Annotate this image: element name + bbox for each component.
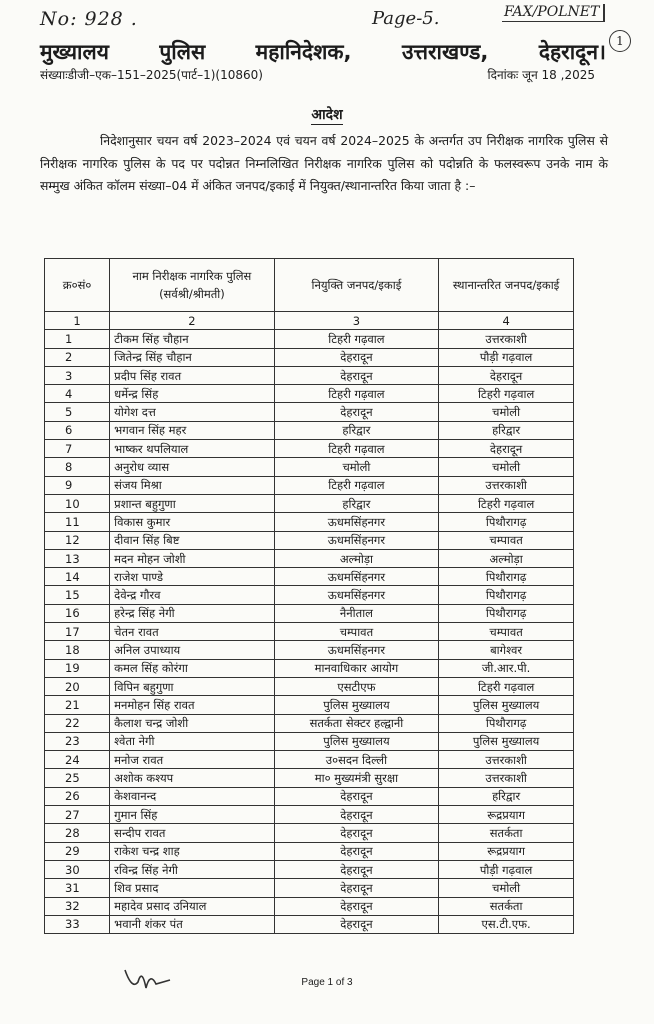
serial-cell: 21 bbox=[45, 696, 110, 714]
serial-cell: 17 bbox=[45, 623, 110, 641]
posting-cell: देहरादून bbox=[274, 897, 439, 915]
table-row bbox=[45, 568, 574, 586]
header-posting: नियुक्ति जनपद/इकाई bbox=[274, 259, 439, 312]
order-body: निदेशानुसार चयन वर्ष 2023–2024 एवं चयन वर्ष 2024–2025 के अन्तर्गत उप निरीक्षक नागरिक पुलिस से निरीक्षक नागरिक पुलिस के पद पर पदोन्नत निम्नलिखित निरीक्षक नागरिक पुलिस को पदोन्नति के फलस्वरूप उनके नाम के सम्मुख अंकित कॉलम संख्या–04 में अंकित जनपद/इकाई में नियुक्त/स्थानान्तरित किया जाता है :– bbox=[40, 133, 608, 193]
serial-cell: 20 bbox=[45, 677, 110, 695]
name-cell: देवेन्द्र गौरव bbox=[110, 586, 274, 604]
transfer-cell: चमोली bbox=[439, 403, 574, 421]
serial-cell: 25 bbox=[45, 769, 110, 787]
name-cell: केशवानन्द bbox=[110, 787, 274, 805]
handwritten-number: No: 928 . bbox=[40, 8, 138, 30]
posting-cell: देहरादून bbox=[274, 806, 439, 824]
posting-cell: ऊधमसिंहनगर bbox=[274, 568, 439, 586]
posting-cell: टिहरी गढ़वाल bbox=[274, 330, 439, 348]
transfer-cell: पौड़ी गढ़वाल bbox=[439, 860, 574, 878]
transfer-cell: देहरादून bbox=[439, 440, 574, 458]
serial-cell: 24 bbox=[45, 751, 110, 769]
posting-cell: देहरादून bbox=[274, 860, 439, 878]
name-cell: प्रशान्त बहुगुणा bbox=[110, 494, 274, 512]
table-row bbox=[45, 586, 574, 604]
table-row bbox=[45, 641, 574, 659]
column-number: 3 bbox=[274, 312, 439, 330]
name-cell: चेतन रावत bbox=[110, 623, 274, 641]
posting-cell: देहरादून bbox=[274, 915, 439, 933]
posting-cell: ऊधमसिंहनगर bbox=[274, 513, 439, 531]
transfer-cell: उत्तरकाशी bbox=[439, 330, 574, 348]
transfer-cell: चमोली bbox=[439, 458, 574, 476]
name-cell: विपिन बहुगुणा bbox=[110, 677, 274, 695]
order-title bbox=[0, 104, 654, 124]
table-row bbox=[45, 842, 574, 860]
posting-table bbox=[44, 258, 574, 934]
table-row bbox=[45, 604, 574, 622]
name-cell: राजेश पाण्डे bbox=[110, 568, 274, 586]
serial-cell: 3 bbox=[45, 366, 110, 384]
name-cell: प्रदीप सिंह रावत bbox=[110, 366, 274, 384]
name-cell: गुमान सिंह bbox=[110, 806, 274, 824]
name-cell: मनोज रावत bbox=[110, 751, 274, 769]
table-row bbox=[45, 623, 574, 641]
name-cell: कमल सिंह कोरंगा bbox=[110, 659, 274, 677]
serial-cell: 23 bbox=[45, 732, 110, 750]
name-cell: भाष्कर थपलियाल bbox=[110, 440, 274, 458]
posting-cell: टिहरी गढ़वाल bbox=[274, 476, 439, 494]
serial-cell: 26 bbox=[45, 787, 110, 805]
posting-cell: मा० मुख्यमंत्री सुरक्षा bbox=[274, 769, 439, 787]
serial-cell: 7 bbox=[45, 440, 110, 458]
heading-word: उत्तराखण्ड, bbox=[401, 40, 489, 64]
table-row bbox=[45, 696, 574, 714]
table-body bbox=[45, 312, 574, 934]
serial-cell: 13 bbox=[45, 549, 110, 567]
handwritten-page-note: Page-5. bbox=[372, 8, 440, 29]
name-cell: श्वेता नेगी bbox=[110, 732, 274, 750]
posting-cell: टिहरी गढ़वाल bbox=[274, 385, 439, 403]
name-cell: रविन्द्र सिंह नेगी bbox=[110, 860, 274, 878]
transfer-cell: टिहरी गढ़वाल bbox=[439, 494, 574, 512]
transfer-cell: पुलिस मुख्यालय bbox=[439, 696, 574, 714]
posting-cell: ऊधमसिंहनगर bbox=[274, 586, 439, 604]
page-footer: Page 1 of 3 bbox=[301, 977, 353, 988]
serial-cell: 31 bbox=[45, 879, 110, 897]
posting-cell: ऊधमसिंहनगर bbox=[274, 531, 439, 549]
heading-word: मुख्यालय bbox=[40, 40, 109, 64]
serial-cell: 18 bbox=[45, 641, 110, 659]
name-cell: मदन मोहन जोशी bbox=[110, 549, 274, 567]
table-row bbox=[45, 897, 574, 915]
posting-cell: एसटीएफ bbox=[274, 677, 439, 695]
serial-cell: 2 bbox=[45, 348, 110, 366]
name-cell: विकास कुमार bbox=[110, 513, 274, 531]
name-cell: अनुरोध व्यास bbox=[110, 458, 274, 476]
table-row bbox=[45, 421, 574, 439]
header-serial: क्र०सं० bbox=[45, 259, 110, 312]
transfer-cell: सतर्कता bbox=[439, 897, 574, 915]
table-row bbox=[45, 824, 574, 842]
serial-cell: 27 bbox=[45, 806, 110, 824]
serial-cell: 10 bbox=[45, 494, 110, 512]
transfer-cell: पिथौरागढ़ bbox=[439, 513, 574, 531]
serial-cell: 32 bbox=[45, 897, 110, 915]
name-cell: अनिल उपाध्याय bbox=[110, 641, 274, 659]
column-number: 2 bbox=[110, 312, 274, 330]
handwritten-circle-note: 1 bbox=[609, 30, 631, 52]
transfer-cell: सतर्कता bbox=[439, 824, 574, 842]
posting-cell: देहरादून bbox=[274, 842, 439, 860]
transfer-cell: रूद्रप्रयाग bbox=[439, 806, 574, 824]
column-number: 4 bbox=[439, 312, 574, 330]
transfer-cell: देहरादून bbox=[439, 366, 574, 384]
table-row bbox=[45, 769, 574, 787]
table-row bbox=[45, 751, 574, 769]
name-cell: संजय मिश्रा bbox=[110, 476, 274, 494]
name-cell: शिव प्रसाद bbox=[110, 879, 274, 897]
table-row bbox=[45, 403, 574, 421]
serial-cell: 11 bbox=[45, 513, 110, 531]
table-row bbox=[45, 915, 574, 933]
reference-number: संख्याःडीजी–एक–151–2025(पार्ट–1)(10860) bbox=[40, 68, 263, 82]
serial-cell: 12 bbox=[45, 531, 110, 549]
serial-cell: 5 bbox=[45, 403, 110, 421]
posting-cell: हरिद्वार bbox=[274, 421, 439, 439]
transfer-cell: उत्तरकाशी bbox=[439, 751, 574, 769]
name-cell: कैलाश चन्द्र जोशी bbox=[110, 714, 274, 732]
table-row bbox=[45, 494, 574, 512]
name-cell: धर्मेन्द्र सिंह bbox=[110, 385, 274, 403]
table-row bbox=[45, 513, 574, 531]
serial-cell: 22 bbox=[45, 714, 110, 732]
serial-cell: 6 bbox=[45, 421, 110, 439]
transfer-cell: उत्तरकाशी bbox=[439, 476, 574, 494]
posting-cell: सतर्कता सेक्टर हल्द्वानी bbox=[274, 714, 439, 732]
table-row bbox=[45, 476, 574, 494]
serial-cell: 19 bbox=[45, 659, 110, 677]
handwritten-fax-note: FAX/POLNET bbox=[502, 4, 605, 22]
table-row bbox=[45, 348, 574, 366]
table-row bbox=[45, 458, 574, 476]
posting-cell: उ०सदन दिल्ली bbox=[274, 751, 439, 769]
transfer-cell: पुलिस मुख्यालय bbox=[439, 732, 574, 750]
table-row bbox=[45, 732, 574, 750]
serial-cell: 8 bbox=[45, 458, 110, 476]
posting-cell: ऊधमसिंहनगर bbox=[274, 641, 439, 659]
table-row bbox=[45, 330, 574, 348]
name-cell: योगेश दत्त bbox=[110, 403, 274, 421]
serial-cell: 28 bbox=[45, 824, 110, 842]
table-row bbox=[45, 714, 574, 732]
table-row bbox=[45, 440, 574, 458]
serial-cell: 1 bbox=[45, 330, 110, 348]
posting-cell: देहरादून bbox=[274, 348, 439, 366]
posting-cell: मानवाधिकार आयोग bbox=[274, 659, 439, 677]
transfer-cell: पिथौरागढ़ bbox=[439, 714, 574, 732]
table-row bbox=[45, 659, 574, 677]
name-cell: सन्दीप रावत bbox=[110, 824, 274, 842]
table-row bbox=[45, 531, 574, 549]
posting-cell: नैनीताल bbox=[274, 604, 439, 622]
transfer-cell: टिहरी गढ़वाल bbox=[439, 385, 574, 403]
serial-cell: 15 bbox=[45, 586, 110, 604]
posting-cell: चमोली bbox=[274, 458, 439, 476]
table-row bbox=[45, 549, 574, 567]
posting-cell: देहरादून bbox=[274, 824, 439, 842]
name-cell: जितेन्द्र सिंह चौहान bbox=[110, 348, 274, 366]
posting-cell: पुलिस मुख्यालय bbox=[274, 696, 439, 714]
transfer-cell: पौड़ी गढ़वाल bbox=[439, 348, 574, 366]
posting-cell: चम्पावत bbox=[274, 623, 439, 641]
transfer-cell: अल्मोड़ा bbox=[439, 549, 574, 567]
transfer-cell: हरिद्वार bbox=[439, 421, 574, 439]
serial-cell: 4 bbox=[45, 385, 110, 403]
posting-cell: पुलिस मुख्यालय bbox=[274, 732, 439, 750]
posting-cell: देहरादून bbox=[274, 366, 439, 384]
transfer-cell: पिथौरागढ़ bbox=[439, 568, 574, 586]
posting-cell: देहरादून bbox=[274, 879, 439, 897]
serial-cell: 9 bbox=[45, 476, 110, 494]
name-cell: राकेश चन्द्र शाह bbox=[110, 842, 274, 860]
table-row bbox=[45, 366, 574, 384]
posting-cell: अल्मोड़ा bbox=[274, 549, 439, 567]
name-cell: टीकम सिंह चौहान bbox=[110, 330, 274, 348]
transfer-cell: चम्पावत bbox=[439, 623, 574, 641]
name-cell: दीवान सिंह बिष्ट bbox=[110, 531, 274, 549]
transfer-cell: बागेश्वर bbox=[439, 641, 574, 659]
name-cell: भवानी शंकर पंत bbox=[110, 915, 274, 933]
transfer-cell: चमोली bbox=[439, 879, 574, 897]
transfer-cell: जी.आर.पी. bbox=[439, 659, 574, 677]
table-row bbox=[45, 787, 574, 805]
name-cell: महादेव प्रसाद उनियाल bbox=[110, 897, 274, 915]
transfer-cell: टिहरी गढ़वाल bbox=[439, 677, 574, 695]
column-number: 1 bbox=[45, 312, 110, 330]
posting-cell: टिहरी गढ़वाल bbox=[274, 440, 439, 458]
heading-word: देहरादून। bbox=[538, 40, 606, 64]
posting-cell: देहरादून bbox=[274, 403, 439, 421]
table-row bbox=[45, 677, 574, 695]
serial-cell: 14 bbox=[45, 568, 110, 586]
column-number-row bbox=[45, 312, 574, 330]
table-row bbox=[45, 879, 574, 897]
reference-row bbox=[40, 66, 595, 83]
heading-word: पुलिस bbox=[159, 40, 206, 64]
serial-cell: 29 bbox=[45, 842, 110, 860]
posting-cell: हरिद्वार bbox=[274, 494, 439, 512]
serial-cell: 33 bbox=[45, 915, 110, 933]
serial-cell: 30 bbox=[45, 860, 110, 878]
name-cell: हरेन्द्र सिंह नेगी bbox=[110, 604, 274, 622]
name-cell: भगवान सिंह महर bbox=[110, 421, 274, 439]
transfer-cell: चम्पावत bbox=[439, 531, 574, 549]
transfer-cell: पिथौरागढ़ bbox=[439, 604, 574, 622]
header-name: नाम निरीक्षक नागरिक पुलिस (सर्वश्री/श्रीमती) bbox=[110, 259, 274, 312]
transfer-cell: एस.टी.एफ. bbox=[439, 915, 574, 933]
table-row bbox=[45, 385, 574, 403]
table-header-row bbox=[45, 259, 574, 312]
heading-word: महानिदेशक, bbox=[255, 40, 352, 64]
headquarters-heading bbox=[40, 38, 606, 66]
order-date: दिनांकः जून 18 ,2025 bbox=[487, 68, 595, 82]
table-row bbox=[45, 806, 574, 824]
name-cell: मनमोहन सिंह रावत bbox=[110, 696, 274, 714]
order-title-text: आदेश bbox=[311, 107, 343, 123]
transfer-cell: पिथौरागढ़ bbox=[439, 586, 574, 604]
transfer-cell: उत्तरकाशी bbox=[439, 769, 574, 787]
transfer-cell: हरिद्वार bbox=[439, 787, 574, 805]
transfer-cell: रूद्रप्रयाग bbox=[439, 842, 574, 860]
table-row bbox=[45, 860, 574, 878]
posting-cell: देहरादून bbox=[274, 787, 439, 805]
header-transfer: स्थानान्तरित जनपद/इकाई bbox=[439, 259, 574, 312]
serial-cell: 16 bbox=[45, 604, 110, 622]
name-cell: अशोक कश्यप bbox=[110, 769, 274, 787]
